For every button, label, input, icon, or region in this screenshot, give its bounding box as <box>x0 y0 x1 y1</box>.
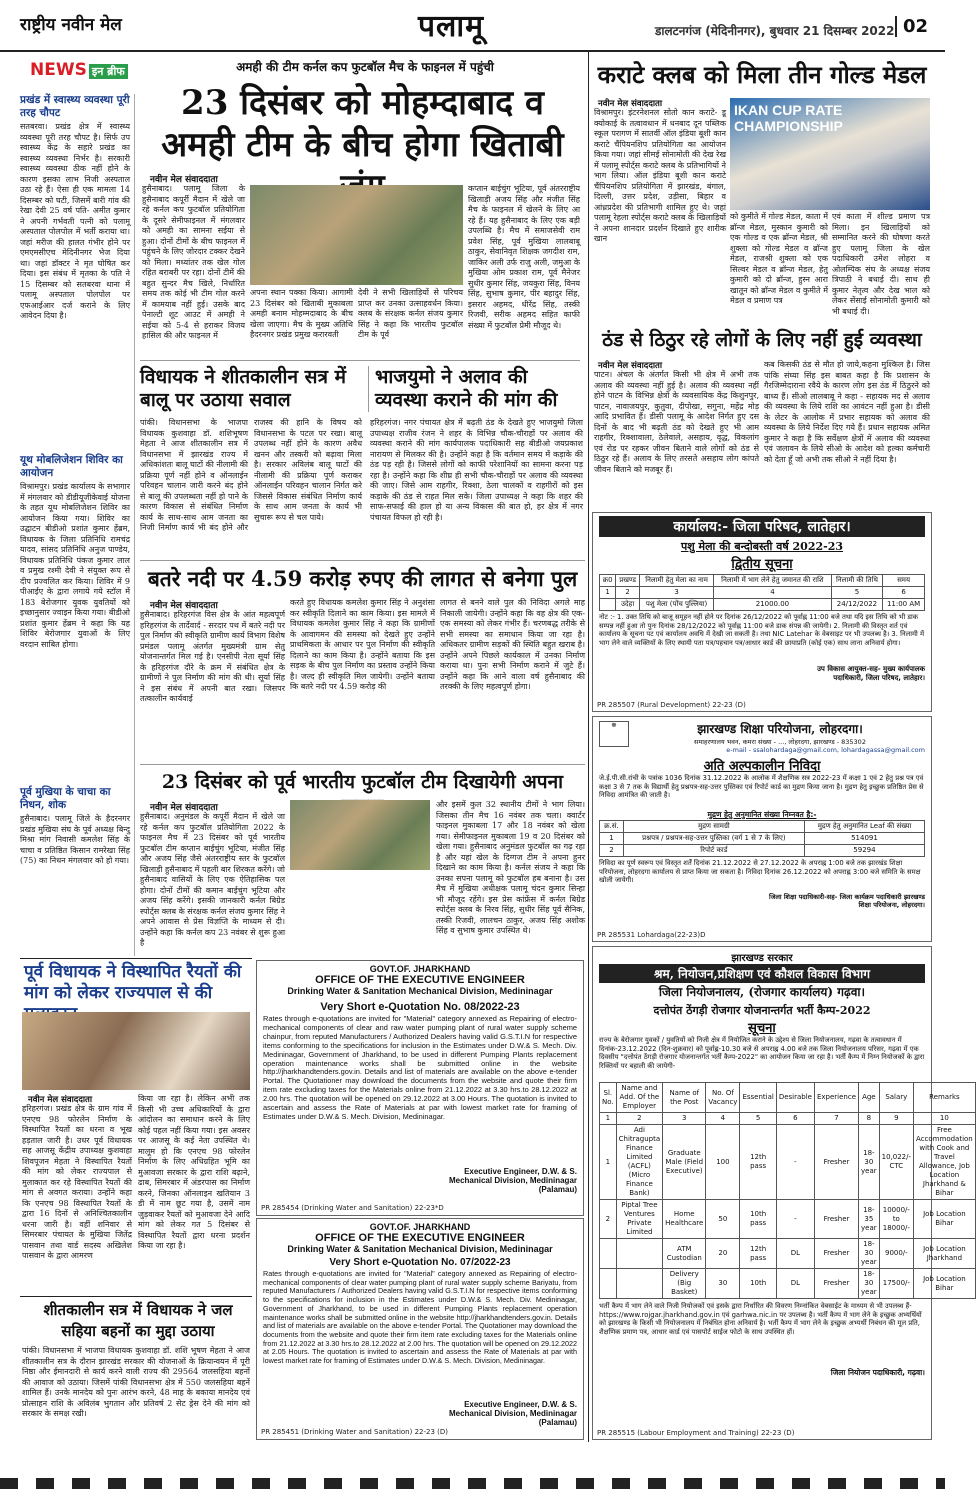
karate-col-1: विश्रामपुर। इंटरनेशनल सोतो कान कराटे- डू क्योकाई के तत्वावधान में धनबाद दून पब्लिक स्कूल परागण में सातवीं ऑल इंडिया बूशी कान कराटे चैंपियनशिप प्रतियोगिता का आयोजन किया गया। जहां सीमई सोनामोती की देख रेख में पलामू स्पोर्ट्स कराटे क्लब के प्रतिभागियों ने भाग लिया। ऑल इंडिया बूशी कान कराटे चैंपियनशिप प्रतियोगिता में झारखंड, बंगाल, दिल्ली, उत्तर प्रदेश, उड़ीसा, बिहार व आंध्रप्रदेश की प्रतिभागी शामिल हुए थे। जहां पलामू रेहला स्पोर्ट्स कराटे क्लब के खिलाड़ियों ने अपना शानदार प्रदर्शन दिखाते हुए शारीक खान <box>594 108 726 243</box>
table-cell: 9000/- <box>879 1239 913 1269</box>
karate-dateline: नवीन मेल संवाददाता <box>598 99 663 109</box>
tender-07-pr: PR 285451 (Drinking Water and Sanitation) 22-23 (D) <box>261 1428 448 1436</box>
lohardaga-body: जे.ई.पी.सी.रांची के पत्रांक 1036 दिनांक 31.12.2022 के आलोक में शैक्षणिक सत्र 2022-23 में कक्षा 1 एवं 2 हेतु प्रश्न पत्र एवं कक्षा 3 से 7 तक के विद्यार्थी हेतु प्रश्नपत्र-सह-उत्तर पुस्तिका एवं रिपोर्ट कार्ड का मुद्रण किया जाना है। मुद्रण हेतु इच्छुक प्रतिष्ठित प्रेस से निविदा आमंत्रित की जाती है। <box>599 774 924 800</box>
tender-07-body: Rates through e-quotations are invited for "Material" category annexed as Repairing of electro-mechanical components of clear water pumping plant of rural water supply scheme Bariyatu, from reputed Manufacturers / Authorized Dealers having valid G.S.T.I.N for respective items conforming to the specifications for inclusion in the Estimates under D.W.& S. Mech. Div. Medininagar, Government of Jharkhand, to be used in different Pumping Plants replacement operation maintenance works shall be submitted online in the website http://jharkhandtenders.gov.in. Details and list of materials are available on the above e-tender Portal. The Quotationer may download the documents from the website and quote their firm item rate excluding taxes for the Materials online from 21.12.2022 at 3.30 hrs.to 28.12.2022 at 2.00 hrs. The quotation will be opened on 29.12.2022 at 2.05 Hours. The quotation is invited to ascertain and assess the Rate of Materials at par with lowest market rate for framing of Estimates under D.W.& S. Mech. Division, Medininagar. <box>263 1269 577 1366</box>
table-cell: DL <box>776 1269 814 1299</box>
lohardaga-email: e-mail - ssalohardaga@gmail.com, lohardagassa@gmail.com <box>726 746 925 754</box>
tender-07-ad <box>256 1218 584 1440</box>
emblem-logo: ☸ <box>599 721 629 747</box>
table-cell: 1 <box>600 1125 617 1200</box>
bridge-col-3: लागत से बनने वाले पुल की निविदा अगले माह निकाली जायेगी। उन्होंने कहा कि वह क्षेत्र की एक-एक समस्या को लेकर गंभीर हैं। चरणबद्ध तरीके से सभी समस्या का समाधान किया जा रहा है। अधिकतर ग्रामीण सड़कों की स्थिति बहुत खराब है। उन्होंने अपने पिछले कार्यकाल में उनका निर्माण कराया था। पुनः सभी निर्माण कराने में जुटे हैं। उन्होंने कहा कि आने वाला वर्ष हुसैनाबाद की तरक्की के लिए महत्वपूर्ण होगा। <box>440 598 585 691</box>
table-cell: Experience <box>814 1083 858 1113</box>
winter-text: पांकी। विधानसभा में भाजपा विधायक कुशवाहा डॉ. शशि भूषण मेहता ने आज शीतकालीन सत्र के दौरान झारखंड सरकार की योजनाओं के क्रियान्वयन में पूरी निष्ठा और ईमानदारी से कार्य करने वाली राज्य की 29564 जलसहिया बहनों की आवाज को उठाया। जिसमें पांकी विधानसभा क्षेत्र में 550 जलसहिया बहनें शामिल हैं। उनके मानदेय को पुनः आरंभ करने, 48 माह के बकाया मानदेय एवं प्रोत्साहन राशि के अविलंब भुगतान और प्रतिवर्ष 2 सेट ड्रेस देने की मांग को सरकार के समक्ष रखी। <box>22 1346 250 1418</box>
tender-07-division: Drinking Water & Sanitation Mechanical Division, Medininagar <box>287 1244 553 1254</box>
table-row <box>600 845 925 857</box>
brief-1-headline: प्रखंड में स्वास्थ्य व्यवस्था पूरी तरह चौपट <box>20 94 130 119</box>
table-cell: 21000.00 <box>714 599 832 611</box>
table-cell: Fresher <box>814 1200 858 1239</box>
table-cell: Fresher <box>814 1269 858 1299</box>
table-cell: 10,022/- CTC <box>879 1125 913 1200</box>
latehar-note: नोट :- 1. उक्त तिथि को बाजू समूहन नहीं होने पर दिनांक 26/12/2022 को पूर्वाह्न 11:00 बजे तथा यदि इस तिथि को भी डाक सम्पन्न नहीं हुआ तो पुनः दिनांक 28/12/2022 को पूर्वाह्न 11:00 बजे डाक संपन्न की जायेगी। 2. निलामी की विस्तृत शर्त एवं कार्यालय के सूचना पट एवं कार्यालय अवधि में देखी जा सकती है। तथा NIC Latehar के वेबसाइट पर भी उपलब्ध है। 3. निलामी में भाग लेने वाले व्यक्तियों के लिए स्थायी पता पत्र/पहचान पत्र/आधार कार्ड की छायाप्रति (कोई एक) साथ लाना अनिवार्य होगा। <box>599 613 925 647</box>
lead-team-photo <box>250 185 463 285</box>
divider <box>20 958 252 959</box>
brief-1-text: सतबरवा। प्रखंड क्षेत्र में स्वास्थ्य व्यवस्था पूरी तरह चौपट है। सिर्फ उप स्वास्थ्य केंद्र के सहारे प्रखंड का स्वास्थ्य व्यवस्था निर्भर है। सरकारी स्वास्थ्य व्यवस्था ठीक नहीं होने के कारण इसका लाभ निजी अस्पताल उठा रहे हैं। ऐसा ही एक मामला 14 दिसम्बर को घटी, जिसमें बारी गांव की रेखा देवी 25 वर्ष पति- अमीत कुमार ने अपनी गर्भवती पत्नी को पलामू अस्पताल पोलपोल में भर्ती कराया था। जहां मरीज की हालत गंभीर होने पर एमएमसीएच मेदिनीनगर भेज दिया था। जहां डॉक्टर ने मृत घोषित कर दिया। इस संबंध में मृतका के पति ने 15 दिसम्बर को सतबरवा थाना में पलामू अस्पताल पोलपोल पर एफआईआर दर्ज कराने के लिए आवेदन दिया है। <box>20 122 130 320</box>
table-cell: 10 <box>914 1113 976 1125</box>
table-cell: - <box>776 1200 814 1239</box>
table-row <box>600 1113 976 1125</box>
news-sub-label: इन ब्रीफ <box>89 64 128 79</box>
bjym-headline: भाजयुमो ने अलाव की व्यवस्था कराने की मांग की <box>368 366 583 412</box>
karate-headline: कराटे क्लब को मिला तीन गोल्ड मेडल <box>597 60 927 89</box>
labour-notice-title: सूचना <box>748 1021 776 1036</box>
exmla-col-1: हरिहरगंज। प्रखंड क्षेत्र के ग्राम गांव में एनएच 98 फोरलेन निर्माण के विस्थापित रैयतों का धरना व भूख हड़ताल जारी है। उधर पूर्व विधायक सह आजसू केंद्रीय उपाध्यक्ष कुशवाहा शिवपूजन मेहता ने विस्थापित रैयतों की मांग को लेकर राज्यपाल से मुलाकात कर रहे विस्थापित रैयतों की मांग से अवगत कराया। उन्होंने कहा कि एनएच 98 विस्थापित रैयतों के द्वारा 16 दिनों से अनिश्चितकालीन धरना जारी है। वहीं शनिवार से सिमरबार पंचायत के मुखिया जितेंद्र पासवान तथा वार्ड सदस्य अखिलेश पासवान के द्वारा आमरण <box>22 1104 132 1260</box>
table-cell: 514091 <box>804 833 924 845</box>
lead-col-4: कप्तान बाईचुंग भूटिया, पूर्व अंतरराष्ट्रीय खिलाड़ी अजय सिंह और मंजीत सिंह मैच के फाइनल में खेलने के लिए आ रहे हैं। यह हुसैनाबाद के लिए एक बड़ी उपलब्धि है। मैच में समाजसेवी राम प्रवेश सिंह, पूर्व मुखिया लालबाबू ठाकुर, सेवानिवृत शिक्षक जगदीश राम, जाकिर अली उर्फ राजु अली, जमुआ के मुखिया ओम प्रकाश राम, पूर्व मैनेजर सुधीर कुमार सिंह, जयकुरा सिंह, विनय सिंह, सुभाष कुमार, पीर बहादुर सिंह, इसरार अहमद, धीरेंद्र सिंह, तस्की रिजवी, सरीक अहमद सहित काफी संख्या में फुटबॉल प्रेमी मौजूद थे। <box>468 184 580 330</box>
lead-col-1: हुसैनाबाद। पलामू जिला के हुसैनाबाद कपूर्री मैदान में खेले जा रहे कर्नल कप फुटबॉल प्रतियोगिता के दूसरे सेमीफाइनल में मंगलवार को अमही का सामना सईया से हुआ। दोनों टीमों के बीच फाइनल में पहुंचने के लिए जोरदार टक्कर देखने को मिला। मध्यांतर तक खेल गोल रहित बराबरी पर रहा। दोनों टीमें की बहुत सुन्दर मैच खिले, निर्धारित समय तक कोई भी टीम गोल करने में कामयाब नहीं हुई। उसके बाद पेनाल्टी शूट आउट में अमही ने सईया को 5-4 से हराकर विजय हासिल की और फाइनल में <box>142 184 246 340</box>
lead-headline: 23 दिसंबर को मोहम्दाबाद व अमही टीम के बीच होगा खिताबी <box>161 83 564 165</box>
table-cell: 12th pass <box>740 1239 776 1269</box>
table-cell: 10th pass <box>740 1200 776 1239</box>
winter-headline: शीतकालीन सत्र में विधायक ने जल सहिया बहनों का मुद्दा उठाया <box>43 1301 233 1340</box>
labour-table <box>599 1082 976 1299</box>
table-cell: 30 <box>706 1269 740 1299</box>
news-brief-label <box>30 60 128 80</box>
table-cell: 24/12/2022 <box>831 599 882 611</box>
table-cell: 100 <box>706 1125 740 1200</box>
table-cell: 18-35 year <box>859 1200 880 1239</box>
table-cell: 10th <box>740 1269 776 1299</box>
bridge-col-2: करते हुए विधायक कमलेश कुमार सिंह ने अनुशंसा कर स्वीकृति दिलाने का काम किया। इस मामले में विधायक कमलेश कुमार सिंह ने कहा कि ग्रामीणों के आवागमन की समस्या को देखते हुए उन्होंने प्राथमिकता के आधार पर पुल निर्माण की स्वीकृति दिलाने का काम किया है। उन्होंने बताया कि इस सड़क के बीच पुल निर्माण का प्रस्ताव उन्होंने किया है। जल्द ही स्वीकृति मिल जायेगी। उन्होंने बताया कि बतरे नदी पर 4.59 करोड़ की <box>290 598 435 691</box>
table-cell: 4 <box>706 1113 740 1125</box>
cold-col-1: पाटन। अंचल के अंतर्गत किसी भी क्षेत्र में अभी तक अलाव की व्यवस्था नहीं हुई है। अलाव की व्यवस्था नहीं होने पाटन के विभिन्न क्षेत्रों के व्यवसायिक केंद्र किशुनपुर, पाटन, नावाजयपुर, कुतुवा, दीपोखा, सगुना, महेंद्र मोड़ आदि प्रभावित हैं। डीसी पलामू के आदेश निर्गत हुए दस दिनों के बाद भी बढ़ती ठंड को देखते हुए भी आम राहगीर, रिक्शावाला, ठेलेवाले, असहाय, वृद्ध, विकलांग एवं रोड पर रहकर जीवन बिताने वाले लोगों को ठंड से ठिठुर रहे हैं। अलाव के लिए तरसते असहाय लोग कांपते जीवन बिताने को मजबूर हैं। <box>594 370 759 474</box>
labour-govt: झारखण्ड सरकार <box>731 953 793 964</box>
sand-text: पांकी। विधानसभा के भाजपा विधायक कुशवाहा डॉ. शशिभूषण मेहता ने आज शीतकालीन सत्र में विधानसभा में झारखंड राज्य में अधिकांशतः बालू घाटों की नीलामी की प्रक्रिया पूर्ण नहीं होने व ऑनलाईन परिवहन चालान जारी करने बंद होने से बालू की उपलब्धता नहीं हो पाने के कारण विकास से संबंधित निर्माण कार्य के साथ-साथ आम जनता का निजी निर्माण कार्य भी बंद होने और राजस्व की हानि के विषय को विधानसभा के पटल पर रखा। बालू उपलब्ध नहीं होने के कारण अवैध खनन और तस्करी को बढ़ावा मिला है। सरकार अविलंब बालू घाटों की नीलामी की प्रक्रिया पूर्ण कराकर ऑनलाईन परिवहन चालान निर्गत करे जिससे विकास संबंधित निर्माण कार्य के साथ आम जनता के कार्य भी सुचारू रूप से चल पाये। <box>140 418 362 532</box>
table-cell: 18-30 year <box>859 1125 880 1200</box>
tender-08-ad <box>256 960 584 1216</box>
lead-col-3: देवी ने सभी खिलाड़ियों से परिचय प्राप्त कर उनका उत्साहवर्धन किया। क्लब के संरक्षक कर्नल संजय कुमार सिंह ने कहा कि भारतीय फुटबॉल टीम के पूर्व <box>358 288 463 339</box>
table-row <box>600 599 925 611</box>
table-cell: ATM Custodian <box>663 1239 706 1269</box>
table-cell: 18-30 year <box>859 1269 880 1299</box>
football-dateline: नवीन मेल संवाददाता <box>150 803 218 813</box>
tender-08-sign: Executive Engineer, D.W. & S. Mechanical Division, Medininagar (Palamau) <box>448 1167 577 1194</box>
bridge-headline: बतरे नदी पर 4.59 करोड़ रुपए की लागत से बनेगा पुल <box>147 566 578 591</box>
divider <box>140 764 585 765</box>
lohardaga-pr: PR 285531 Lohardaga(22-23)D <box>597 931 706 939</box>
football-photo <box>290 800 430 870</box>
lead-dateline: नवीन मेल संवाददाता <box>150 175 218 185</box>
table-cell: 1 <box>600 833 624 845</box>
table-cell: उदेहा <box>616 599 640 611</box>
table-cell: Adi Chitragupta Finance Limited (ACFL) (Micro Finance Bank) <box>616 1125 663 1200</box>
tender-08-body: Rates through e-quotations are invited for "Material" category annexed as Repairing of electro-mechanical components of clear and raw water pumping plant of rural water supply scheme chainpur, from reputed Manufacturers / Authorized Dealers having valid G.S.T.I.N for respective items conforming to the specifications for inclusion in the Estimates under D.W.& S. Mech. Div. Medininagar, Government of Jharkhand, to be used in different Pumping Plants replacement operation maintenance works shall be submitted online in the website http://jharkhandtenders.gov.in. Details and list of materials are available on the above e-tender Portal. The Quotationer may download the documents from the website and quote their firm item rate excluding taxes for the Materials online from 21.12.2022 at 3.30 hrs.to 28.12.2022 at 2.00 hrs. The quotation will be opened on 29.12.2022 at 3.00 Hours. The quotation is invited to ascertain and assess the Rate of Materials at par with lowest market rate for framing of Estimates under D.W.& S. Mech. Division, Medininagar. <box>263 1014 577 1121</box>
table-cell: Fresher <box>814 1239 858 1269</box>
labour-dept: श्रम, नियोजन,प्रशिक्षण एवं कौशल विकास विभाग <box>599 964 925 983</box>
football-col-2: और इसमें कुल 32 स्थानीय टीमों ने भाग लिया। जिसका तीन मैच 16 नवंबर तक चला। क्वार्टर फाइनल मुकाबला 17 और 18 नवंबर को खेला गया। सेमीफाइनल मुकाबला 19 व 20 दिसंबर को खेला गया। हुसैनाबाद अनुमंडल फुटबॉल का गढ़ रहा है और यहां खेल के दिग्गज टीम ने अपना हुनर दिखाने का काम किया है। कर्नल संजय ने कहा कि उनका सपना पलामू को फुटबॉल हब बनाना है। उस मैच में मुखिया अधीक्षक पलामू चंदन कुमार सिन्हा भी मौजूद रहेंगे। इस प्रेस कांफ्रेंस में कर्नल बिग्रेड स्पोर्ट्स क्लब के निरव सिंह, सुधीर सिंह पूर्व सैनिक, तस्की रिजवी, लालचन ठाकुर, अजय सिंह अशोक सिंह व सुभाष कुमार उपस्थित थे। <box>436 800 585 935</box>
color-registration-strip <box>0 1478 945 1489</box>
table-cell: 6 <box>883 587 925 599</box>
table-cell: निलामी की तिथि <box>831 575 882 587</box>
table-cell: 10000/-to 18000/- <box>879 1200 913 1239</box>
column-rule <box>588 52 589 1442</box>
football-headline: 23 दिसंबर को पूर्व भारतीय फुटबॉल टीम दिखायेगी अपना <box>161 771 564 793</box>
table-cell: Fresher <box>814 1125 858 1200</box>
exmla-headline: पूर्व विधायक ने विस्थापित रैयतों की मांग को लेकर राज्यपाल से की <box>24 962 242 1003</box>
lohardaga-signer: जिला शिक्षा पदाधिकारी-सह- जिला कार्यक्रम पदाधिकारी झारखण्ड शिक्षा परियोजना, लोहरदगा। <box>769 893 925 909</box>
latehar-notice-title: द्वितीय सूचना <box>731 557 793 572</box>
divider <box>140 560 585 561</box>
tender-07-govt: GOVT.OF. JHARKHAND <box>369 1222 471 1232</box>
table-cell: मुद्रण सामग्री <box>623 821 804 833</box>
table-row <box>600 1269 976 1299</box>
table-cell: 2 <box>600 1200 617 1239</box>
table-row <box>600 587 925 599</box>
table-cell: 50 <box>706 1200 740 1239</box>
cold-dateline: नवीन मेल संवाददाता <box>598 361 663 371</box>
table-cell: Name of the Post <box>663 1083 706 1113</box>
lohardaga-address: समाहरणालय भवन, कमरा संख्या - ..., लोहरदगा, झारखण्ड - 835302 <box>694 738 866 746</box>
brief-2-headline: यूथ मोबलिजेशन शिविर का आयोजन <box>20 454 123 479</box>
labour-body: राज्य के बेरोजगार युवकों / युवतियों को निजी क्षेत्र में नियोजित कराने के उद्देश्य से जिला नियोजनालय, गढ़वा के तत्वावधान में दिनांक-23.12.2022 (दिन-शुक्रवार) को पूर्वाह्न-10.30 बजे से अपराह्न 4.00 बजे तक जिला नियोजनालय परिसर, गढ़वा में एक दिवसीय "दत्तोपंत ठेंगड़ी रोजगार योजनान्तर्गत भर्ती कैम्प-2022" का आयोजन किया जा रहा है। भर्ती कैम्प में निम्न नियोजकों के द्वारा रिक्तियों पर बहाली की जायेगी- <box>599 1036 925 1070</box>
labour-notice <box>592 946 973 1440</box>
divider <box>20 1296 252 1297</box>
labour-pr: PR 285515 (Labour Employment and Training) 22-23 (D) <box>597 1429 795 1437</box>
table-cell: 5 <box>831 587 882 599</box>
table-cell: 9 <box>879 1113 913 1125</box>
latehar-pr: PR 285507 (Rural Development) 22-23 (D) <box>597 701 746 709</box>
lohardaga-table <box>599 820 925 857</box>
tender-07-ref: Very Short e-Quotation No. 07/2022-23 <box>329 1257 511 1268</box>
table-cell: Graduate Male (Field Executive) <box>663 1125 706 1200</box>
page-number: 02 <box>895 16 928 37</box>
latehar-signer: उप विकास आयुक्त-सह- मुख्य कार्यपालक पदाधिकारी, जिला परिषद, लातेहार। <box>817 665 925 682</box>
tender-08-division: Drinking Water & Sanitation Mechanical Division, Medininagar <box>287 986 553 996</box>
table-cell: 2 <box>600 845 624 857</box>
table-cell: Age <box>859 1083 880 1113</box>
lohardaga-title: अति अल्पकालीन निविदा <box>703 759 821 774</box>
news-label: NEWS <box>30 60 87 80</box>
table-header-row <box>600 1083 976 1113</box>
divider <box>140 360 580 361</box>
table-cell: निलामी हेतु मेला का नाम <box>640 575 714 587</box>
table-cell: Essential <box>740 1083 776 1113</box>
table-cell: निलामी में भाग लेने हेतु जमानत की राशि <box>714 575 832 587</box>
table-cell: समय <box>883 575 925 587</box>
table-cell: Home Healthcare <box>663 1200 706 1239</box>
karate-photo-banner: IKAN CUP RATE CHAMPIONSHIP <box>734 102 843 134</box>
brief-2-text: विश्रामपुर। प्रखंड कार्यालय के सभागार में मंगलवार को डीडीयूजीकेवाई योजना के तहत यूथ मोबलिजेशन शिविर का आयोजन किया गया। शिविर का उद्घाटन बीडीओ प्रशांत कुमार हेंब्रम, विधायक के जिला प्रतिनिधि रामचंद्र यादव, सांसद प्रतिनिधि अनुज पाण्डेय, विधायक प्रतिनिधि पंकज कुमार लाल व प्रमुख रश्मी देवी ने संयुक्त रूप से दीप प्रज्वलित कर किया। शिविर में 9 पीआईए के द्वारा लगाये गये स्टॉल में 183 बेरोजगार युवक युवतियों को इच्छानुसार ज्वाइन किया गया। बीडीओ प्रशांत कुमार हेंब्रम ने कहा कि यह शिविर बेरोजगार युवाओं के लिए वरदान साबित होगा। <box>20 482 130 649</box>
table-cell: 7 <box>814 1113 858 1125</box>
table-cell: DL <box>776 1239 814 1269</box>
top-kicker: अमही की टीम कर्नल कप फुटबॉल मैच के फाइनल में पहुंची <box>236 60 494 74</box>
table-cell: No. Of Vacancy <box>706 1083 740 1113</box>
table-cell: Name and Add. Of the Employer <box>616 1083 663 1113</box>
table-cell: 59294 <box>804 845 924 857</box>
tender-07-office: OFFICE OF THE EXECUTIVE ENGINEER <box>315 1232 525 1244</box>
bjym-text: हरिहरगंज। नगर पंचायत क्षेत्र में बढ़ती ठंड के देखते हुए भाजयुमो जिला उपाध्यक्ष राजीव रंजन ने शहर के विभिन्न चौक-चौराहों पर अलाव की व्यवस्था कराने की मांग कार्यपालक पदाधिकारी सह बीडीओ जयप्रकाश नारायण से मिलकर की है। उन्होंने कहा है कि वर्तमान समय में कड़ाके की ठंड पड़ रही है। जिससे लोगों को काफी परेशानियों का सामना करना पड़ रहा है। उन्होंने कहा कि शीघ्र ही सभी चौक-चौराहों पर अलाव की व्यवस्था की जाए। जिसे आम राहगीर, रिक्शा, ठेला चालकों व राहगीरों को इस कड़ाके की ठंड से राहत मिल सके। जिला उपाध्यक्ष ने कहा कि शहर की साफ-सफाई की हाल हो या अन्य विकास की बात हो, हर क्षेत्र में नगर पंचायत विफल हो रही है। <box>370 418 583 522</box>
table-cell: क्र0 <box>600 575 616 587</box>
table-cell: Remarks <box>914 1083 976 1113</box>
table-cell: Desirable <box>776 1083 814 1113</box>
masthead <box>0 0 945 52</box>
cold-headline: ठंड से ठिठुर रहे लोगों के लिए नहीं हुई व्यवस्था <box>602 329 922 351</box>
tender-08-ref: Very Short e-Quotation No. 08/2022-23 <box>320 1001 520 1013</box>
table-cell <box>600 1269 617 1299</box>
table-header-row <box>600 821 925 833</box>
table-cell: - <box>776 1125 814 1200</box>
cold-col-2: कब किसकी ठंड से मौत हो जाये,कहना मुश्किल है। जिस पांकि संघ्या सिंह इस बाबत कहा है कि प्रशासन के गैरजिम्मेदाराना रवैये के कारण लोग इस ठंड में ठिठुरने को बाध्य हैं। सीओ लालबाबू ने कहा - सहायक मद से अलाव की व्यवस्था के लिये राशि का आवंटन नहीं हुआ है। डीसी के लेटर के आलोक में प्रभार सहायक को अलाव की व्यवस्था के लिये निर्देश दिए गये हैं। प्रधान सहायक अमित कुमार ने कहा है कि सर्वेक्षण क्षेत्रों में अलाव की व्यवस्था एवं जलावन के लिये सीओ के आदेश को हल्का कर्मचारी को देता हूँ जो अभी तक सीओ ने नहीं दिया है। <box>764 360 930 464</box>
exmla-col-2: किया जा रहा है। लेकिन अभी तक किसी भी उच्च अधिकारियों के द्वारा आंदोलन का समाधान करने के लिए कोई पहल नहीं किया गया। इस अवसर पर आजसू के कई नेता उपस्थित थे। मालूम हो कि एनएच 98 फोरलेन निर्माण के लिए अधिग्रहित भूमि का मुआवजा सरकार के द्वारा राशि बढ़ाने, ढाब, सिमरबार में अंडरपास का निर्माण करने, जिनका ऑनलाइन खतियान 3 डी में नाम छूट गया है, उसमें नाम जुड़वाकर रैयतों को मुआवजा देने आदि मांग को लेकर गत 5 दिसंबर से विस्थापित रैयतों द्वारा धरना प्रदर्शन किया जा रहा है। <box>138 1094 250 1250</box>
table-cell: Job Location Bihar <box>914 1200 976 1239</box>
table-row <box>600 833 925 845</box>
table-cell: Job Location Bihar <box>914 1269 976 1299</box>
table-cell: मुद्रण हेतु अनुमानित Leaf की संख्या <box>804 821 924 833</box>
table-row <box>600 1200 976 1239</box>
labour-office: जिला नियोजनालय, (रोजगार कार्यालय) गढ़वा। <box>658 985 866 999</box>
table-cell: 17500/- <box>879 1269 913 1299</box>
table-cell <box>600 599 616 611</box>
labour-signer: जिला नियोजन पदाधिकारी, गढ़वा। <box>830 1368 925 1377</box>
table-header-row <box>600 575 925 587</box>
exmla-dateline: नवीन मेल संवाददाता <box>28 1095 93 1105</box>
table-cell: 4 <box>714 587 832 599</box>
karate-photo <box>730 98 930 210</box>
left-brief-column <box>20 94 135 956</box>
brief-3-text: हुसैनाबाद। पलामू जिले के हैदरनगर प्रखंड मुखिया संघ के पूर्व अध्यक्ष बिन्दु मिश्रा मांग निवासी कमलेश सिंह के चाचा व प्रतिष्ठित किसान रामरेखा सिंह (75) का निधन मंगलवार को हो गया। <box>20 814 130 865</box>
table-cell: 8 <box>859 1113 880 1125</box>
table-cell: रिपोर्ट कार्ड <box>623 845 804 857</box>
table-cell: 3 <box>663 1113 706 1125</box>
table-cell: 1 <box>600 587 616 599</box>
tender-08-office: OFFICE OF THE EXECUTIVE ENGINEER <box>315 974 525 986</box>
bridge-dateline: नवीन मेल संवाददाता <box>150 601 218 611</box>
table-cell: Free Accommodation with Cook and Travel Allowance, Job Location Jharkhand & Bihar <box>914 1125 976 1200</box>
table-cell: प्रखण्ड <box>616 575 640 587</box>
table-row <box>600 1125 976 1200</box>
latehar-notice <box>592 512 932 712</box>
table-cell: पशु मेला (पोंच पुल्लिया) <box>640 599 714 611</box>
table-cell: Salary <box>879 1083 913 1113</box>
table-cell: 2 <box>616 587 640 599</box>
table-cell: Job Location Jharkhand <box>914 1239 976 1269</box>
table-cell: 12th pass <box>740 1125 776 1200</box>
sand-headline: विधायक ने शीतकालीन सत्र में बालू पर उठाया सवाल <box>140 366 346 411</box>
labour-body-2: भर्ती कैम्प में भाग लेने वाले निजी नियोजकों एवं इसके द्वारा निर्धारित की विवरण निम्नांकित वेबसाईट के माध्यम से भी उपलब्ध हैं- https://www.rojgar.jharkhand.gov.in एवं garhwa.nic.in पर उपलब्ध है। भर्ती कैम्प में भाग लेने के इच्छुक अभ्यर्थियों को झारखण्ड के किसी भी नियोजनालय में निबंधित होना अनिवार्य है। भर्ती कैम्प में भाग लेने के इच्छुक अभ्यर्थी निबंधन की मूल प्रति, शैक्षणिक प्रमाण पत्र, आधार कार्ड एवं पासपोर्ट साईज फोटो के साथ उपस्थित हों। <box>599 1302 922 1336</box>
tender-08-pr: PR 285454 (Drinking Water and Sanitation) 22-23*D <box>261 1204 444 1212</box>
karate-col-3: एवं काता में शील्ड प्रमाण पत्र मिला। इन खिलाड़ियों को सम्मानित करने की घोषणा करते हुए पलामू जिला के खेल पदाधिकारी उमेश लोहरा व ओलम्पिक संघ के अध्यक्ष संजय त्रिपाठी ने बधाई दी। साथ ही कुमार नेतृत्व और देख भाल को लेकर सेंसाई सोनामोती कुमारी को भी बधाई दी। <box>832 212 930 316</box>
table-cell: 5 <box>740 1113 776 1125</box>
lohardaga-body-2: निविदा का पूर्ण स्वरूप एवं विस्तृत शर्तें दिनांक 21.12.2022 से 27.12.2022 के अपराह्न 1:00 बजे तक झारखंड शिक्षा परियोजना, लोहरदगा कार्यालय से प्राप्त किया जा सकता है। निविदा दिनांक 26.12.2022 को अपराह्न 3:00 बजे समिति के समक्ष खोली जायेगी। <box>599 859 921 885</box>
edition-city: पलामू <box>418 9 485 44</box>
table-cell <box>600 1239 617 1269</box>
lohardaga-table-title: मुद्रण हेतु अनुमानित संख्या निम्नवत है:- <box>707 810 817 819</box>
brief-3-headline: पूर्व मुखिया के चाचा का निधन, शोक <box>20 786 111 811</box>
table-cell: क्र.सं. <box>600 821 624 833</box>
bridge-col-1: हुसैनाबाद। हरिहरगंज विस क्षेत्र के आंत महत्वपूर्ण हरिहरगंज के तार्देवार्द - सरदार पथ में बतरे नदी पर पुल निर्माण की स्वीकृति ग्रामीण कार्य विभाग विशेष प्रमंडल पलामू अंतर्गत मुख्यमंत्री ग्राम सेतु योजनान्तर्गत मिल गई है। एनसीपी नेता सूर्या सिंह के हरिहरगंज दौरे के क्रम में संबंधित क्षेत्र के ग्रामीणों ने पुल निर्माण की मांग की थी। सूर्या सिंह ने इस संबंध में अपनी बात रखा। जिसपर तत्कालीन कार्यवाई <box>140 610 285 703</box>
tender-08-govt: GOVT.OF. JHARKHAND <box>369 964 471 974</box>
lead-col-2: अपना स्थान पक्का किया। आगामी 23 दिसंबर को खिताबी मुकाबला अमही बनाम मोहम्मदाबाद के बीच खेला जाएगा। मैच के मुख्य अतिथि हैदरनगर प्रखंड प्रमुख करारवती <box>250 288 353 339</box>
table-cell <box>616 1239 663 1269</box>
table-cell: 18-30 year <box>859 1239 880 1269</box>
paper-name: राष्ट्रीय नवीन मेल <box>20 15 122 35</box>
table-cell: 6 <box>776 1113 814 1125</box>
latehar-office: कार्यालय:- जिला परिषद, लातेहार। <box>599 516 925 537</box>
karate-col-2: को कुमीते में गोल्ड मेडल, काता में ब्रॉन्ज मेडल, मुस्कान कुमारी को एक गोल्ड व एक ब्रॉन्ज मेडल, श्री शुक्ला को गोल्ड मेडल व ब्रॉन्ज मेडल, राजश्री शुक्ला को एक सिल्वर मेडल व ब्रॉन्ज मेडल, हेतु कुमारी को दो ब्रॉन्ज, हुस्न आरा खातून को ब्रॉन्ज मेडल व कुमीते में मेडल व प्रमाण पत्र <box>730 212 828 305</box>
table-cell: 3 <box>640 587 714 599</box>
latehar-table <box>599 574 925 611</box>
table-row <box>600 1239 976 1269</box>
table-cell: 11:00 AM <box>883 599 925 611</box>
tender-07-sign: Executive Engineer, D.W. & S. Mechanical Division, Medininagar (Palamau) <box>448 1400 577 1427</box>
table-cell: 1 <box>600 1113 617 1125</box>
table-cell: प्रश्नपत्र / प्रश्नपत्र-सह-उत्तर पुस्तिका (वर्ग 1 से 7 के लिए) <box>623 833 804 845</box>
latehar-sub: पशु मेला की बन्दोबस्ती वर्ष 2022-23 <box>680 540 844 553</box>
labour-camp-title: दत्तोपंत ठेंगड़ी रोजगार योजनान्तर्गत भर्ती कैम्प-2022 <box>653 1004 871 1017</box>
lohardaga-office: झारखण्ड शिक्षा परियोजना, लोहरदगा। <box>697 722 863 736</box>
lohardaga-notice <box>592 716 932 942</box>
football-col-1: हुसैनाबाद। अनुमंडल के कपूर्री मैदान में खेले जा रहे कर्नल कप फुटबॉल प्रतियोगिता 2022 के फाइनल मैच में 23 दिसंबर को पूर्व भारतीय फुटबॉल टीम कप्तान बाईचुंग भूटिया, मंजीत सिंह और अजय सिंह जैसे अंतरराष्ट्रीय स्तर के फुटबॉल खिलाड़ी हुसैनाबाद में पहली बार शिरकत करेंगे। जो हुसैनाबाद वासियों के लिए एक ऐतिहासिक पल होगा। दोनों टीमों की कमान बाईचुंग भूटिया और अजय सिंह करेंगे। इसकी जानकारी कर्नल बिग्रेड स्पोर्ट्स क्लब के संरक्षक कर्नल संजय कुमार सिंह ने अपने आवास से प्रेस विज्ञप्ति के माध्यम से दी। उन्होंने कहा कि कर्नल कप 23 नवंबर से शुरू हुआ है <box>140 812 285 947</box>
table-cell: Sl. No. <box>600 1083 617 1113</box>
exmla-photo <box>22 1012 250 1090</box>
table-cell: 20 <box>706 1239 740 1269</box>
edition-date: डालटनगंज (मेदिनीनगर), बुधवार 21 दिसम्बर 2022 <box>655 24 895 38</box>
table-cell <box>616 1269 663 1299</box>
table-cell: Delivery (Big Basket) <box>663 1269 706 1299</box>
table-cell: 2 <box>616 1113 663 1125</box>
table-cell: Piptal Tree Ventures Private Limited <box>616 1200 663 1239</box>
